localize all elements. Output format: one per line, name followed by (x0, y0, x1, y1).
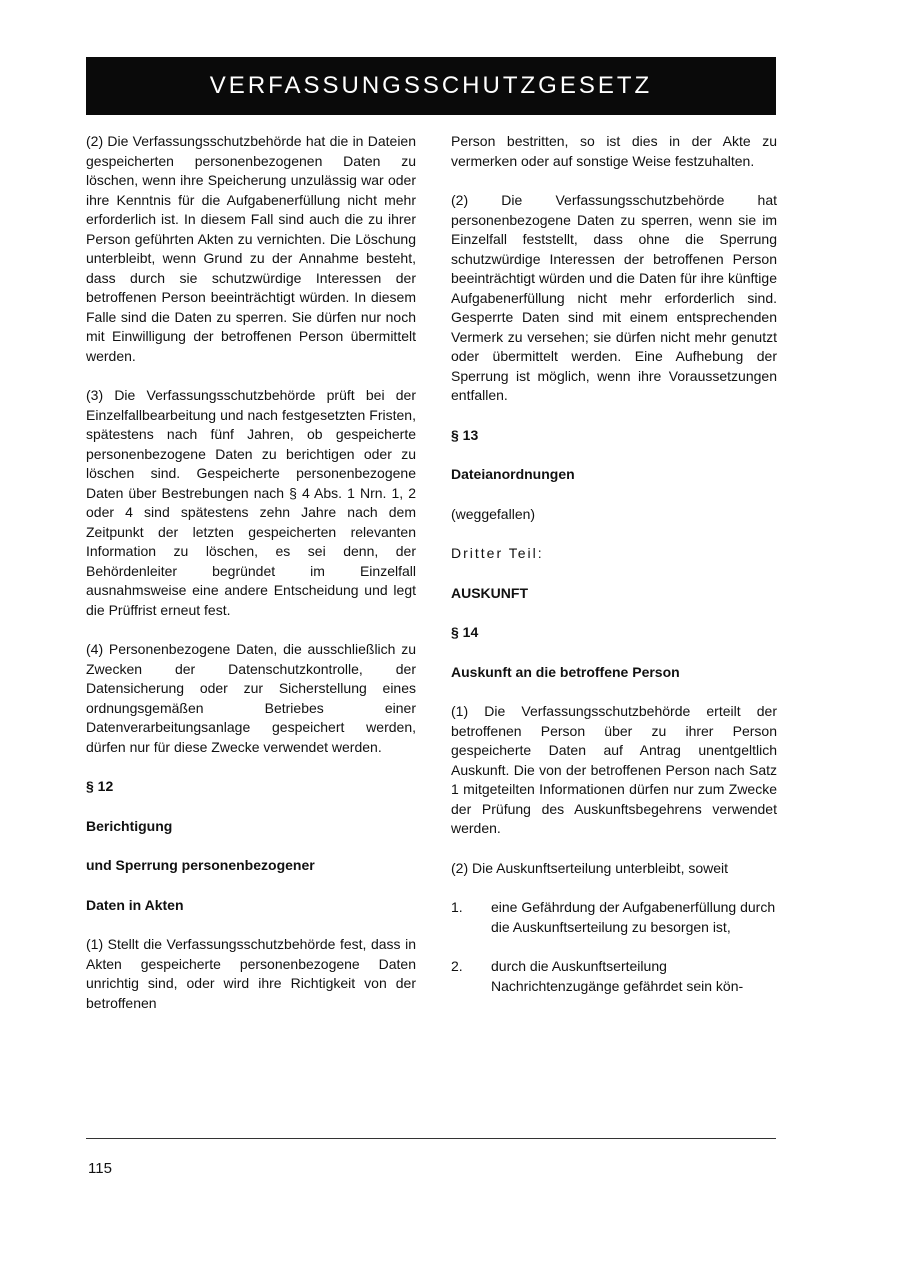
paragraph-14-2: (2) Die Auskunftserteilung unterbleibt, soweit (451, 859, 729, 876)
section-14-title: Auskunft an die betroffene Person (451, 663, 680, 680)
list-item-number: 2. (451, 958, 463, 974)
section-12-title-line-3: Daten in Akten (86, 896, 184, 913)
list-item (451, 957, 777, 996)
paragraph-12-1: (1) Stellt die Verfassungsschutzbehörde fest, dass in Akten gespeicherte personenbezogene Daten unrichtig sind, oder wird ihre Richtigkeit von der betroffenen (86, 936, 416, 1011)
list-item-text: durch die Auskunftserteilung Nachrichtenzugänge gefährdet sein kön- (491, 958, 744, 994)
right-column (451, 132, 777, 1016)
page-number: 115 (88, 1160, 112, 1177)
list-item-text: eine Gefährdung der Aufgabenerfüllung durch die Auskunftserteilung zu besorgen ist, (491, 899, 776, 935)
paragraph-11-3: (3) Die Verfassungsschutzbehörde prüft bei der Einzelfallbearbeitung und nach festgesetzten Fristen, spätestens nach fünf Jahren, ob gespeicherte personenbezogene Daten zu berichtigen oder zu löschen sind. Gespeicherte personenbezogene Daten über Bestrebungen nach § 4 Abs. 1 Nrn. 1, 2 oder 4 sind spätestens zehn Jahre nach dem Zeitpunkt der letzten gespeicherten relevanten Information zu löschen, es sei denn, der Behördenleiter begründet im Einzelfall ausnahmsweise eine andere Entscheidung und legt die Prüffrist erneut fest. (86, 387, 416, 618)
section-13-title: Dateianordnungen (451, 466, 575, 482)
section-12-title-line-2: und Sperrung personenbezogener (86, 857, 315, 873)
paragraph-12-1-continued: Person bestritten, so ist dies in der Akte zu vermerken oder auf sonstige Weise festzuhalten. (451, 133, 777, 169)
part-title: AUSKUNFT (451, 584, 528, 601)
part-heading: Dritter Teil: (451, 545, 544, 561)
list-item-number: 1. (451, 899, 463, 915)
list-item (451, 898, 777, 937)
page-header-banner (86, 57, 776, 115)
paragraph-14-1: (1) Die Verfassungsschutzbehörde erteilt der betroffenen Person über zu ihrer Person gespeicherte Daten auf Antrag unentgeltlich Auskunft. Die von der betroffenen Person nach Satz 1 mitgeteilten Informationen dürfen nur zum Zwecke der Prüfung des Auskunftsbegehrens verwendet werden. (451, 703, 777, 836)
paragraph-11-2: (2) Die Verfassungsschutzbehörde hat die in Dateien gespeicherten personenbezogenen Daten zu löschen, wenn ihre Speicherung unzulässig war oder ihre Kenntnis für die Aufgabenerfüllung nicht mehr erforderlich ist. In diesem Fall sind auch die zu ihrer Person geführten Akten zu vernichten. Die Löschung unterbleibt, wenn Grund zu der Annahme besteht, dass durch sie schutzwürdige Interessen der betroffenen Person beeinträchtigt würden. In diesem Falle sind die Daten zu sperren. Sie dürfen nur noch mit Einwilligung der betroffenen Person übermittelt werden. (86, 133, 416, 364)
section-13-number: § 13 (451, 426, 479, 443)
footer-divider (86, 1138, 776, 1139)
paragraph-12-2: (2) Die Verfassungsschutzbehörde hat personenbezogene Daten zu sperren, wenn sie im Einzelfall feststellt, dass ohne die Sperrung schutzwürdige Interessen der betroffenen Person beeinträchtigt würden und die Daten für ihre künftige Aufgabenerfüllung nicht mehr erforderlich sind. Gesperrte Daten sind mit einem entsprechenden Vermerk zu versehen; sie dürfen nicht mehr genutzt oder übermittelt werden. Eine Aufhebung der Sperrung ist möglich, wenn ihre Voraussetzungen entfallen. (451, 192, 777, 403)
section-14-number: § 14 (451, 624, 479, 640)
section-12-title-line-1: Berichtigung (86, 817, 173, 834)
header-title: VERFASSUNGSSCHUTZGESETZ (209, 72, 653, 99)
section-13-note: (weggefallen) (451, 505, 536, 522)
left-column (86, 132, 416, 1033)
paragraph-11-4: (4) Personenbezogene Daten, die ausschließlich zu Zwecken der Datenschutzkontrolle, der Datensicherung oder zur Sicherstellung eines ordnungsgemäßen Betriebes einer Datenverarbeitungsanlage gespeichert werden, dürfen nur für diese Zwecke verwendet werden. (86, 641, 416, 755)
section-12-number: § 12 (86, 778, 114, 794)
